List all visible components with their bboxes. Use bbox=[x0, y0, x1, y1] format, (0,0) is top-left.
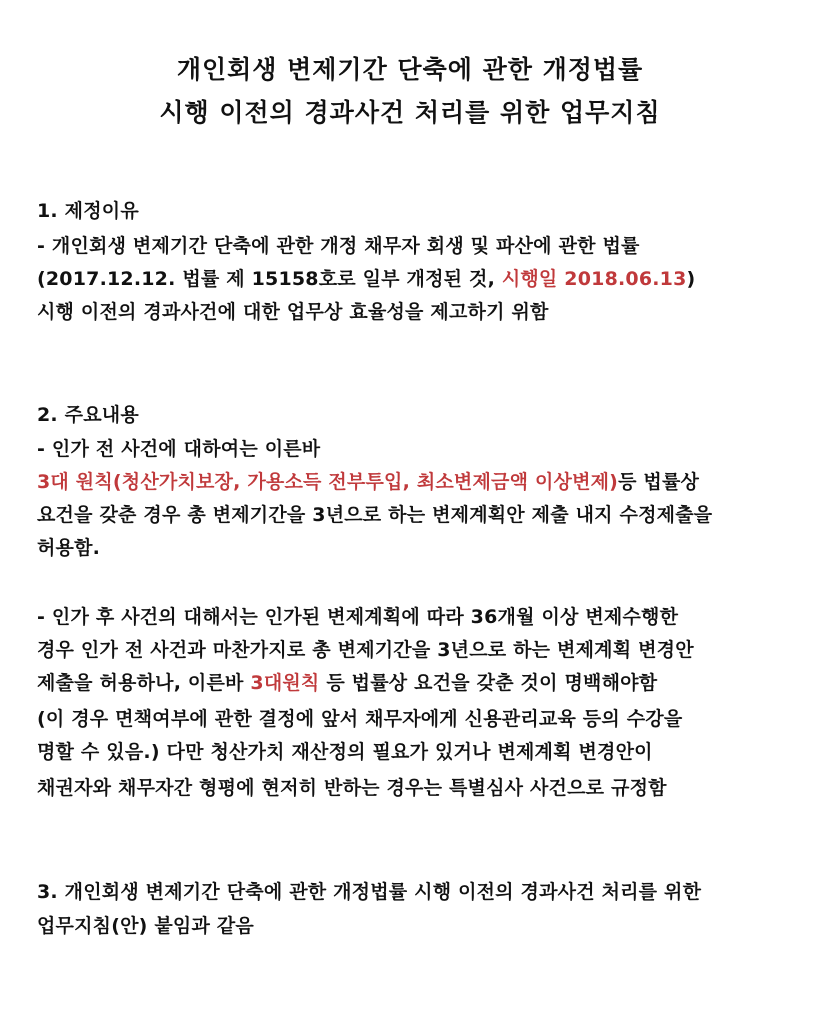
effective-date-highlight: 시행일 2018.06.13 bbox=[501, 268, 687, 290]
section-2-p2-line-3-post: 등 법률상 요건을 갖춘 것이 명백해야함 bbox=[319, 672, 658, 694]
section-1-line-2-close: ) bbox=[686, 268, 696, 290]
section-3-line-1: 3. 개인회생 변제기간 단축에 관한 개정법률 시행 이전의 경과사건 처리를 위한 bbox=[37, 881, 702, 903]
three-principles-short-highlight: 3대원칙 bbox=[250, 672, 320, 694]
section-3-line-2: 업무지침(안) 붙임과 같음 bbox=[37, 915, 254, 937]
section-1-line-3: 시행 이전의 경과사건에 대한 업무상 효율성을 제고하기 위함 bbox=[37, 301, 549, 323]
three-principles-highlight: 3대 원칙(청산가치보장, 가용소득 전부투입, 최소변제금액 이상변제) bbox=[37, 471, 619, 493]
section-2-p2-line-3 bbox=[37, 668, 657, 695]
section-2-p1-line-2-text: 등 법률상 bbox=[618, 471, 700, 493]
section-2-p2-line-6: 채권자와 채무자간 형평에 현저히 반하는 경우는 특별심사 사건으로 규정함 bbox=[37, 777, 667, 799]
section-2-p1-line-4: 허용함. bbox=[37, 537, 101, 559]
section-2-p2-line-5: 명할 수 있음.) 다만 청산가치 재산정의 필요가 있거나 변제계획 변경안이 bbox=[37, 741, 653, 763]
section-2-p2-line-2: 경우 인가 전 사건과 마찬가지로 총 변제기간을 3년으로 하는 변제계획 변경안 bbox=[37, 639, 694, 661]
section-1-line-2 bbox=[37, 264, 695, 291]
section-2-p1-line-2 bbox=[37, 467, 699, 494]
section-2-p1-line-1: - 인가 전 사건에 대하여는 이른바 bbox=[37, 438, 321, 460]
document-title-line-2: 시행 이전의 경과사건 처리를 위한 업무지침 bbox=[159, 98, 661, 127]
section-2-p2-line-3-pre: 제출을 허용하나, 이른바 bbox=[37, 672, 251, 694]
section-2-p1-line-3: 요건을 갖춘 경우 총 변제기간을 3년으로 하는 변제계획안 제출 내지 수정제출을 bbox=[37, 504, 713, 526]
section-1-line-1: - 개인회생 변제기간 단축에 관한 개정 채무자 회생 및 파산에 관한 법률 bbox=[37, 235, 640, 257]
section-1-line-2-text: (2017.12.12. 법률 제 15158호로 일부 개정된 것, bbox=[37, 268, 502, 290]
section-2-p2-line-4: (이 경우 면책여부에 관한 결정에 앞서 채무자에게 신용관리교육 등의 수강을 bbox=[37, 708, 683, 730]
document-title-line-1: 개인회생 변제기간 단축에 관한 개정법률 bbox=[176, 55, 644, 84]
section-2-heading: 2. 주요내용 bbox=[37, 404, 139, 426]
section-1-heading: 1. 제정이유 bbox=[37, 200, 139, 222]
section-2-p2-line-1: - 인가 후 사건의 대해서는 인가된 변제계획에 따라 36개월 이상 변제수행한 bbox=[37, 606, 679, 628]
